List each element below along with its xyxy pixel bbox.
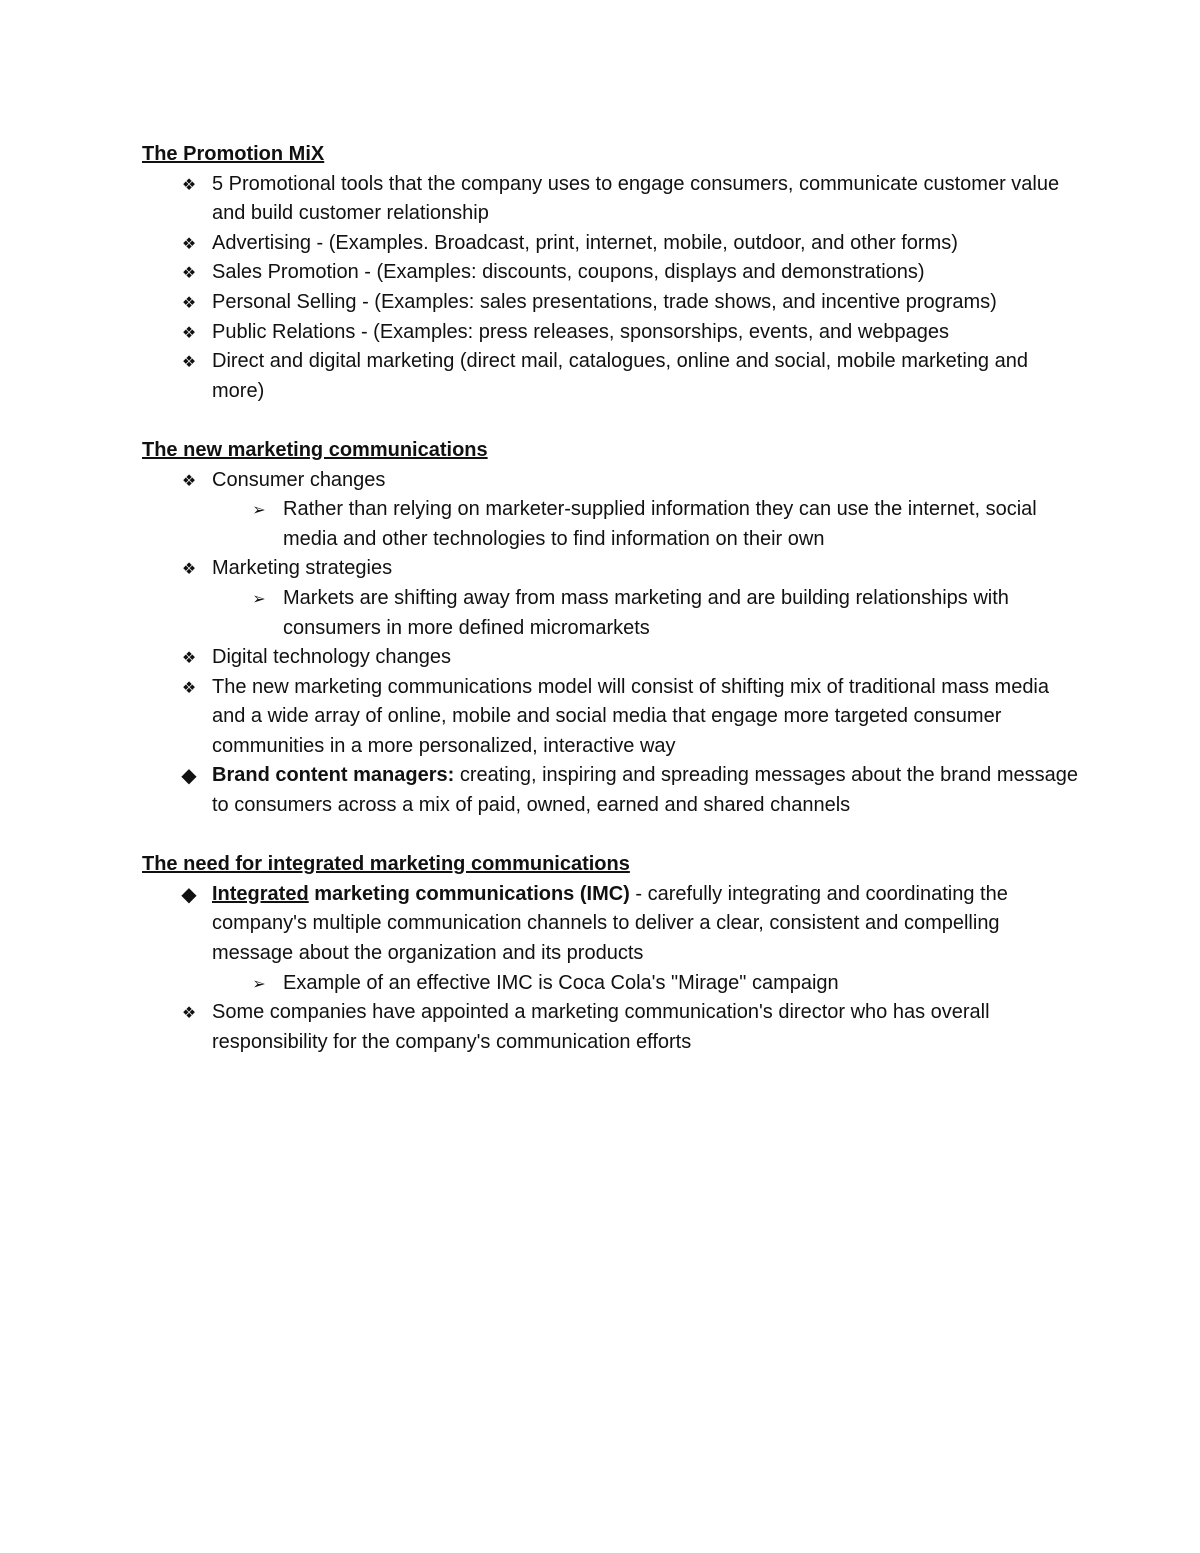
arrow-bullet-icon: ➢ [252,588,266,608]
document-page [142,140,1082,1057]
diamond-bullet-icon: ❖ [181,470,197,490]
solid-diamond-bullet-icon: ◆ [181,881,197,906]
list-item [181,554,1082,643]
list-item-text: Sales Promotion - (Examples: discounts, coupons, displays and demonstrations) [212,261,925,284]
imc-definition: - carefully integrating and coordinating the company's multiple communication channels to deliver a clear, consistent and compelling message about the organization and its products [212,882,1008,965]
list-item-text: Digital technology changes [212,646,452,669]
list-item-text: Personal Selling - (Examples: sales presentations, trade shows, and incentive programs) [212,290,997,313]
list-item [181,880,1082,998]
imc-term: marketing communications (IMC) [308,882,630,905]
list-item [181,673,1082,762]
list-item [181,998,1082,1057]
sub-list-item-text: Example of an effective IMC is Coca Cola's "Mirage" campaign [283,971,839,994]
sub-list [212,584,1082,643]
diamond-bullet-icon: ❖ [181,648,197,668]
diamond-bullet-icon: ❖ [181,1003,197,1023]
list-item [181,318,1082,348]
list-item-text: Public Relations - (Examples: press releases, sponsorships, events, and webpages [212,320,950,343]
list-item [181,643,1082,673]
section-heading: The need for integrated marketing communications [142,853,630,876]
solid-diamond-bullet-icon: ◆ [181,763,197,788]
list-item-text: Advertising - (Examples. Broadcast, print, internet, mobile, outdoor, and other forms) [212,231,958,254]
arrow-bullet-icon: ➢ [252,973,266,993]
diamond-bullet-icon: ❖ [181,559,197,579]
bullet-list [142,170,1082,407]
diamond-bullet-icon: ❖ [181,263,197,283]
imc-term-underlined: Integrated [212,882,309,905]
list-item [181,258,1082,288]
diamond-bullet-icon: ❖ [181,174,197,194]
sub-list [212,495,1082,554]
list-item [181,288,1082,318]
list-item [181,170,1082,229]
sub-list-item-text: Rather than relying on marketer-supplied information they can use the internet, social media and other technologies to find information on their own [283,498,1037,550]
section-heading: The Promotion MiX [142,143,325,165]
section-promotion-mix [142,140,1082,406]
bullet-list [142,466,1082,821]
diamond-bullet-icon: ❖ [181,677,197,697]
diamond-bullet-icon: ❖ [181,352,197,372]
list-item-text: Marketing strategies [212,557,393,580]
sub-list-item-text: Markets are shifting away from mass marketing and are building relationships with consumers in more defined micromarkets [283,586,1009,639]
diamond-bullet-icon: ❖ [181,233,197,253]
list-item [181,466,1082,555]
bullet-list [142,880,1082,1058]
sub-list [212,969,1082,999]
brand-content-managers-definition: creating, inspiring and spreading messages about the brand message to consumers across a mix of paid, owned, earned and shared channels [212,764,1078,817]
list-item-text: The new marketing communications model will consist of shifting mix of traditional mass media and a wide array of online, mobile and social media that engage more targeted consumer communities in a more personalized, interactive way [212,675,1050,757]
brand-content-managers-term: Brand content managers: [212,764,455,787]
list-item [181,347,1082,406]
section-heading: The new marketing communications [142,438,488,461]
section-new-marketing-communications [142,436,1082,821]
sub-list-item [252,495,1082,554]
section-integrated-marketing-communications [142,850,1082,1057]
sub-list-item [252,584,1082,643]
list-item-text: Direct and digital marketing (direct mail, catalogues, online and social, mobile marketing and more) [212,350,1028,402]
diamond-bullet-icon: ❖ [181,322,197,342]
list-item [181,761,1082,820]
list-item-text: Some companies have appointed a marketing communication's director who has overall responsibility for the company's communication efforts [212,1001,990,1053]
sub-list-item [252,969,1082,999]
list-item-text: 5 Promotional tools that the company uses to engage consumers, communicate customer value and build customer relationship [212,172,1060,225]
list-item-text: Consumer changes [212,468,386,491]
arrow-bullet-icon: ➢ [252,500,266,520]
diamond-bullet-icon: ❖ [181,292,197,312]
list-item [181,229,1082,259]
